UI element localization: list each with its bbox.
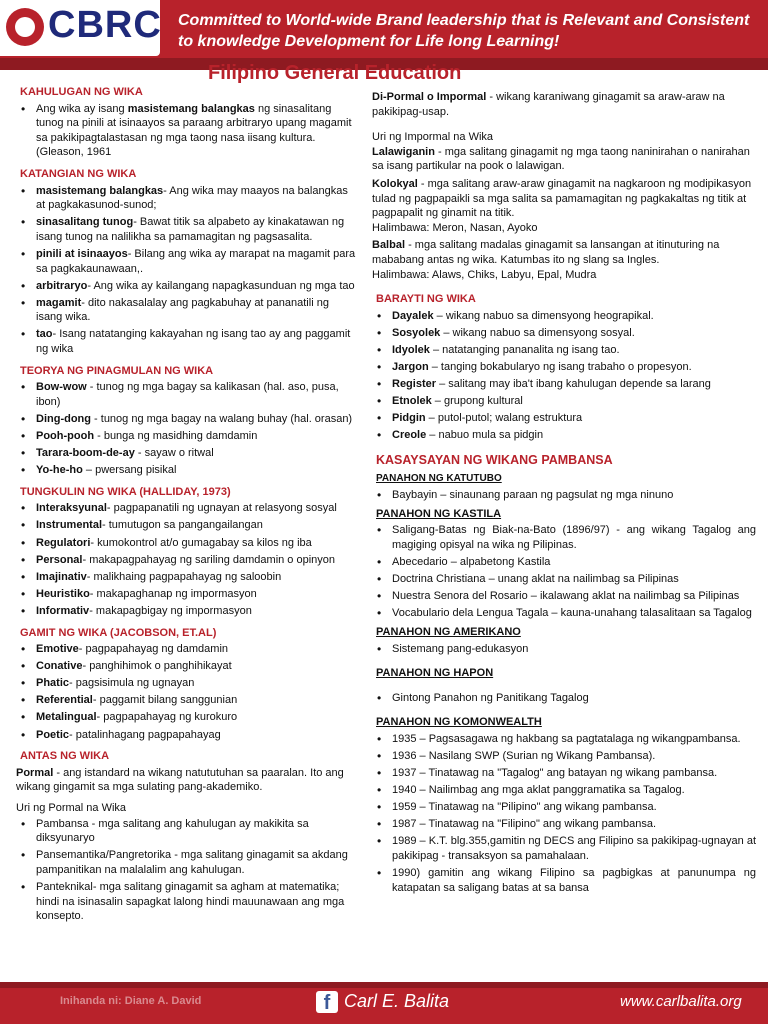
list-item: • 1989 – K.T. blg.355,gamitin ng DECS ang Filipino sa pakikipag-ugnayan at pakikipag - transaksyon sa pamahalaan.: [372, 834, 756, 863]
item-term: Heuristiko: [36, 587, 90, 600]
item-desc: - pagpapahayag ng kurokuro: [96, 711, 238, 724]
dipormal-definition: [372, 90, 756, 119]
list-item: [16, 604, 358, 619]
item-term: tao: [36, 328, 53, 341]
list-item: • Pambansa - mga salitang ang kahulugan ay makikita sa diksyunaryo: [16, 817, 358, 846]
list-item: • Doctrina Christiana – unang aklat na nailimbag sa Pilipinas: [372, 572, 756, 587]
lalawiganin-definition: [372, 145, 756, 174]
amerikano-list: [372, 642, 756, 657]
item-desc: – natatanging pananalita ng isang tao.: [429, 343, 620, 356]
section-heading-teorya: TEORYA NG PINAGMULAN NG WIKA: [20, 364, 214, 377]
balbal-example: Halimbawa: Alaws, Chiks, Labyu, Epal, Mudra: [372, 268, 597, 281]
heading-amerikano: PANAHON NG AMERIKANO: [376, 625, 521, 638]
item-desc: - Ang wika ay kailangang napagkasunduan ng mga tao: [87, 279, 355, 292]
item-text: Ang wika ay isang: [36, 102, 128, 115]
list-item: [16, 184, 358, 213]
barayti-list: [372, 309, 756, 443]
komonwealth-list: [372, 732, 756, 895]
item-term: Pooh-pooh: [36, 429, 95, 442]
balbal-definition: [372, 238, 756, 267]
website-link[interactable]: www.carlbalita.org: [620, 993, 742, 1010]
kolokyal-example: Halimbawa: Meron, Nasan, Ayoko: [372, 221, 538, 234]
list-item: • 1935 – Pagsasagawa ng hakbang sa pagtatalaga ng wikangpambansa.: [372, 732, 756, 747]
item-desc: - makapaghanap ng impormasyon: [89, 587, 257, 600]
item-term: Interaksyunal: [36, 502, 107, 515]
item-term: Bow-wow: [36, 381, 87, 394]
item-term: Idyolek: [392, 343, 430, 356]
item-term: Imajinativ: [36, 570, 87, 583]
list-item: [16, 412, 358, 427]
formal-desc: - ang istandard na wikang natututuhan sa paaralan. Ito ang wikang gingamit sa mga sulating pang-akademiko.: [16, 766, 344, 794]
pormal-list: [16, 817, 358, 924]
list-item: [16, 501, 358, 516]
item-desc: - malikhaing pagpapahayag ng saloobin: [86, 570, 282, 583]
dipormal-term: Di-Pormal o Impormal: [372, 91, 487, 103]
heading-kastila: PANAHON NG KASTILA: [376, 507, 502, 520]
balbal-term: Balbal: [372, 239, 406, 252]
item-desc: – salitang may iba't ibang kahulugan depende sa larang: [436, 378, 711, 391]
list-item: [372, 326, 756, 341]
list-item: [16, 676, 358, 691]
list-item: [16, 587, 358, 602]
item-term: Pidgin: [392, 412, 426, 425]
item-desc: – pwersang pisikal: [82, 464, 177, 477]
list-item: [16, 570, 358, 585]
list-item: [16, 693, 358, 708]
footer-banner: [0, 982, 768, 1024]
item-term: Yo-he-ho: [36, 464, 83, 477]
formal-definition: [16, 766, 358, 795]
item-term: Conative: [36, 660, 83, 673]
item-term: Instrumental: [36, 519, 103, 532]
item-term: Emotive: [36, 643, 79, 656]
list-item: [372, 394, 756, 409]
logo-mark-icon: [6, 8, 44, 46]
list-item: [16, 518, 358, 533]
list-item: [372, 343, 756, 358]
dipormal-desc: - wikang karaniwang ginagamit sa araw-araw na pakikipag-usap.: [372, 91, 725, 118]
logo-text: CBRC: [48, 4, 162, 46]
list-item: • Baybayin – sinaunang paraan ng pagsulat ng mga ninuno: [372, 488, 756, 503]
item-desc: - bunga ng masidhing damdamin: [94, 429, 258, 442]
teorya-list: [16, 380, 358, 478]
list-item: • Vocabulario dela Lengua Tagala – kauna-unahang talasalitaan sa Tagalog: [372, 606, 756, 621]
item-desc: – nabuo mula sa pidgin: [426, 429, 544, 442]
header-banner: [0, 0, 768, 70]
balbal-desc: - mga salitang madalas ginagamit sa lansangan at itinuturing na mababang antas ng wika. Katumbas ito ng slang sa Ingles.: [372, 239, 720, 266]
item-term: Poetic: [36, 728, 70, 741]
item-desc: - pagsisimula ng ugnayan: [69, 677, 195, 690]
item-term: masistemang balangkas: [36, 184, 164, 197]
list-item: [16, 215, 358, 244]
heading-katutubo: PANAHON NG KATUTUBO: [376, 472, 502, 484]
list-item: [16, 728, 358, 743]
item-term: Phatic: [36, 677, 70, 690]
list-item: [16, 710, 358, 725]
footer-stripe: [0, 982, 768, 988]
heading-komonwealth: PANAHON NG KOMONWEALTH: [376, 716, 542, 729]
list-item: [16, 429, 358, 444]
item-text: ng sinasalitang tunog na pinili at isinaayos sa paraang arbitraryo upang magamit sa pakikipagtalastasan ng mga taong nasa iisang kultura. (Gleason, 1961: [36, 102, 352, 159]
list-item: [16, 553, 358, 568]
item-desc: - Ang wika may maayos na balangkas at pagkakasunod-sunod;: [36, 184, 348, 212]
list-item: • 1937 – Tinatawag na "Tagalog" ang batayan ng wikang pambansa.: [372, 766, 756, 781]
kastila-list: [372, 523, 756, 621]
item-term: sinasalitang tunog: [36, 216, 134, 229]
tagline-line1: Committed to World-wide Brand leadership that is Relevant and Consistent: [178, 12, 750, 29]
list-item: • Abecedario – alpabetong Kastila: [372, 555, 756, 570]
item-term: masistemang balangkas: [127, 102, 255, 115]
katangian-list: [16, 184, 358, 357]
tagline-line2: to knowledge Development for Life long Learning!: [178, 33, 560, 50]
list-item: [16, 642, 358, 657]
prepared-by: Inihanda ni: Diane A. David: [60, 995, 202, 1007]
section-heading-gamit: GAMIT NG WIKA (JACOBSON, ET.AL): [20, 626, 217, 639]
item-term: Personal: [36, 553, 83, 566]
list-item: [372, 309, 756, 324]
item-desc: - pagpapahayag ng damdamin: [78, 643, 229, 656]
kolokyal-desc: - mga salitang araw-araw ginagamit na nagkaroon ng modipikasyon tulad ng pagpapaikli sa mga salita sa pamamagitan ng pagkakaltas ng titik at pagpapalit ng ginamit na titik.: [372, 177, 752, 220]
item-term: Dayalek: [392, 309, 434, 322]
item-term: Informativ: [36, 604, 90, 617]
item-desc: - patalinhagang pagpapahayag: [69, 728, 221, 741]
list-item: • 1959 – Tinatawag na "Pilipino" ang wikang pambansa.: [372, 800, 756, 815]
item-term: Sosyolek: [392, 326, 441, 339]
list-item: [16, 446, 358, 461]
list-item: • Nuestra Senora del Rosario – ikalawang aklat na nailimbag sa Pilipinas: [372, 589, 756, 604]
lalawiganin-term: Lalawiganin: [372, 145, 435, 158]
uri-impormal-heading: Uri ng Impormal na Wika: [372, 131, 494, 144]
tagline: [178, 10, 758, 52]
list-item: [16, 536, 358, 551]
list-item: • Saligang-Batas ng Biak-na-Bato (1896/97) - ang wikang Tagalog ang magiging opisyal na wika ng Pilipinas.: [372, 523, 756, 552]
list-item: [16, 380, 358, 409]
item-term: Creole: [392, 429, 427, 442]
item-desc: – wikang nabuo sa dimensyong sosyal.: [440, 326, 635, 339]
item-term: Ding-dong: [36, 412, 91, 425]
tungkulin-list: [16, 501, 358, 618]
item-desc: – wikang nabuo sa dimensyong heograpikal.: [433, 309, 654, 322]
item-desc: - kumokontrol at/o gumagabay sa kilos ng iba: [90, 536, 312, 549]
section-heading-kasaysayan: KASAYSAYAN NG WIKANG PAMBANSA: [376, 452, 613, 467]
kolokyal-term: Kolokyal: [372, 177, 418, 190]
list-item: • 1940 – Nailimbag ang mga aklat panggramatika sa Tagalog.: [372, 783, 756, 798]
facebook-icon[interactable]: f: [316, 991, 338, 1013]
item-desc: - paggamit bilang sanggunian: [92, 694, 238, 707]
list-item: • Gintong Panahon ng Panitikang Tagalog: [372, 691, 756, 706]
item-desc: - tumutugon sa pangangailangan: [102, 519, 263, 532]
list-item: [16, 463, 358, 478]
item-term: Jargon: [392, 361, 429, 373]
list-item: [372, 428, 756, 443]
item-term: pinili at isinaayos: [36, 247, 128, 260]
item-term: Referential: [36, 694, 93, 707]
item-desc: - makapagbigay ng impormasyon: [89, 604, 252, 617]
item-term: arbitraryo: [36, 279, 88, 292]
item-desc: - Bawat titik sa alpabeto ay kinakatawan ng isang tunog na nalilikha sa pamamagitan ng pagsasalita.: [36, 216, 345, 243]
list-item: • 1987 – Tinatawag na "Filipino" ang wikang pambansa.: [372, 817, 756, 832]
section-heading-katangian: KATANGIAN NG WIKA: [20, 167, 137, 180]
item-desc: - makapagpahayag ng sariling damdamin o opinyon: [82, 553, 336, 566]
item-desc: - sayaw o ritwal: [134, 447, 214, 460]
item-desc: – tanging bokabularyo ng isang trabaho o propesyon.: [428, 361, 692, 373]
item-desc: - Isang natatanging kakayahan ng isang tao ay ang paggamit ng wika: [36, 328, 351, 355]
kolokyal-definition: [372, 177, 756, 221]
list-item: [16, 247, 358, 276]
item-desc: – putol-putol; walang estruktura: [425, 412, 583, 425]
list-item: • 1936 – Nasilang SWP (Surian ng Wikang Pambansa).: [372, 749, 756, 764]
formal-term: Pormal: [16, 766, 54, 779]
item-desc: - pagpapanatili ng ugnayan at relasyong sosyal: [106, 502, 337, 515]
list-item: [16, 279, 358, 294]
item-term: Register: [392, 378, 437, 391]
section-heading-barayti: BARAYTI NG WIKA: [376, 293, 476, 306]
list-item: [372, 377, 756, 392]
list-item: • Pansemantika/Pangretorika - mga salitang ginagamit sa akdang pampanitikan na malalalim ang kahulugan.: [16, 848, 358, 877]
left-column: [16, 78, 358, 926]
item-term: Regulatori: [36, 536, 91, 549]
list-item: [16, 327, 358, 356]
section-heading-tungkulin: TUNGKULIN NG WIKA (HALLIDAY, 1973): [20, 485, 231, 498]
item-term: Metalingual: [36, 711, 97, 724]
page-title: Filipino General Education: [208, 62, 462, 84]
item-desc: - dito nakasalalay ang pagkabuhay at pananatili ng isang wika.: [36, 296, 329, 324]
right-column: [372, 90, 756, 898]
item-desc: - Bilang ang wika ay marapat na magamit para sa pagkakaunawaan,.: [36, 247, 356, 275]
item-term: magamit: [36, 296, 82, 309]
lalawiganin-desc: - mga salitang ginagamit ng mga taong naninirahan o nanirahan sa isang partikular na pook o lalawigan.: [372, 145, 750, 173]
item-desc: - panghihimok o panghihikayat: [82, 660, 232, 673]
item-desc: - tunog ng mga bagay na walang buhay (hal. orasan): [90, 412, 353, 425]
katutubo-list: [372, 488, 756, 503]
list-item: [16, 102, 358, 160]
uri-pormal-heading: Uri ng Pormal na Wika: [16, 801, 127, 814]
item-term: Tarara-boom-de-ay: [36, 447, 135, 460]
section-heading-kahulugan: KAHULUGAN NG WIKA: [20, 86, 143, 98]
facebook-name[interactable]: Carl E. Balita: [344, 991, 450, 1011]
list-item: • 1990) gamitin ang wikang Filipino sa pagbigkas at panunumpa ng katapatan sa saligang batas at sa bansa: [372, 866, 756, 895]
heading-hapon: PANAHON NG HAPON: [376, 667, 494, 680]
item-term: Etnolek: [392, 395, 432, 408]
list-item: • Sistemang pang-edukasyon: [372, 642, 756, 657]
gamit-list: [16, 642, 358, 742]
list-item: [372, 411, 756, 426]
section-heading-antas: ANTAS NG WIKA: [20, 750, 110, 763]
list-item: • Panteknikal- mga salitang ginagamit sa agham at matematika; hindi na isinasalin sapagkat lalong hindi mauunawaan ang mga konsepto.: [16, 880, 358, 924]
list-item: [16, 659, 358, 674]
list-item: [16, 296, 358, 325]
cbrc-logo: [0, 0, 160, 56]
kahulugan-list: [16, 102, 358, 160]
list-item: [372, 360, 756, 375]
hapon-list: [372, 691, 756, 706]
item-desc: - tunog ng mga bagay sa kalikasan (hal. aso, pusa, ibon): [36, 381, 339, 408]
item-desc: – grupong kultural: [431, 395, 523, 408]
